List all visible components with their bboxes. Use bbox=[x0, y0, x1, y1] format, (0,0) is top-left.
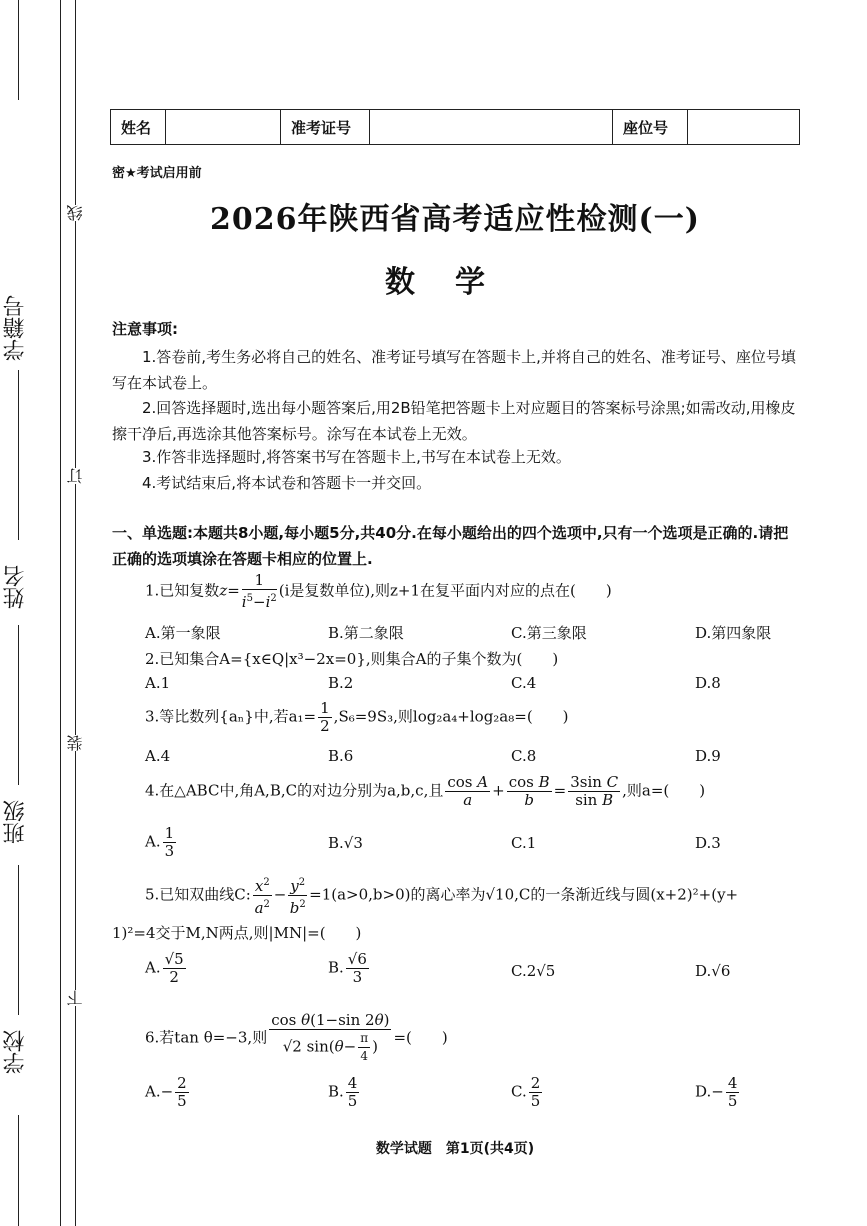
q4-pre: 4.在△ABC中,角A,B,C的对边分别为a,b,c,且 bbox=[145, 781, 444, 800]
q3-option-b: B.6 bbox=[328, 747, 354, 765]
q6-fraction: cos θ(1−sin 2θ) √2 sin(θ− $\frac{\pi}{4}$ ) bbox=[271, 1011, 390, 1063]
q3-option-a: A.4 bbox=[145, 747, 171, 765]
q6-option-c: C. $\frac{2}{5}$ bbox=[511, 1074, 541, 1110]
q5-pre: 5.已知双曲线C: bbox=[145, 885, 251, 904]
seat-field[interactable] bbox=[688, 110, 800, 145]
q4-fraction-1: $\frac{\text{cos A}}{a}$ bbox=[447, 773, 489, 809]
q1-option-b: B.第二象限 bbox=[328, 624, 404, 642]
subject-title: 数学 bbox=[385, 265, 525, 300]
blank-line-bottom bbox=[18, 1115, 19, 1226]
notice-item-3: 3.作答非选择题时,将答案书写在答题卡上,书写在本试卷上无效。 bbox=[142, 448, 571, 466]
cut-mark-line: 线 bbox=[66, 205, 85, 221]
question-6 bbox=[145, 1012, 448, 1065]
q4-option-b: B.√3 bbox=[328, 834, 363, 852]
q4-post: ,则a=( ) bbox=[622, 781, 706, 800]
cut-mark-down: 下 bbox=[66, 990, 85, 1006]
side-label-name: 姓名 bbox=[3, 565, 28, 609]
student-info-table bbox=[110, 109, 800, 145]
q3-fraction: $\frac{1}{2}$ bbox=[320, 699, 330, 735]
q2-option-b: B.2 bbox=[328, 674, 354, 692]
q5-option-b: B. $\frac{√6}{3}$ bbox=[328, 950, 367, 986]
q6-option-a: A.− $\frac{2}{5}$ bbox=[145, 1074, 187, 1110]
question-3 bbox=[145, 700, 569, 735]
blank-line-top bbox=[18, 0, 19, 100]
q5-post: =1(a>0,b>0)的离心率为√10,C的一条渐近线与圆(x+2)²+(y+ bbox=[309, 885, 739, 904]
q6-pre: 6.若tan θ=−3,则 bbox=[145, 1028, 268, 1047]
q5-fraction-1: $\frac{x^2}{a^2}$ bbox=[253, 874, 272, 917]
question-4: 4.在△ABC中,角A,B,C的对边分别为a,b,c,且 $\frac{\text{cos A}}{a}$ + $\frac{\text{cos B}}{b}$ = $\frac{\text{3sin C}}{\text{sin B}}$ ,则a=( ) bbox=[145, 773, 706, 809]
notice-heading: 注意事项: bbox=[112, 320, 178, 338]
q6-post: =( ) bbox=[393, 1028, 448, 1047]
page-footer: 数学试题 第1页(共4页) bbox=[375, 1141, 535, 1157]
q3-option-c: C.8 bbox=[511, 747, 537, 765]
q5-option-c: C.2√5 bbox=[511, 962, 556, 980]
notice-item-4: 4.考试结束后,将本试卷和答题卡一并交回。 bbox=[142, 474, 432, 492]
question-1: 1.已知复数z= $\frac{1}{i^5-i^2}$ (i是复数单位),则z+1在复平面内对应的点在( ) bbox=[145, 571, 612, 611]
q4-option-c: C.1 bbox=[511, 834, 537, 852]
name-label: 姓名 bbox=[111, 110, 166, 145]
q1-fraction: $\frac{1}{i^5-i^2}$ bbox=[241, 571, 277, 611]
q1-post: (i是复数单位),则z+1在复平面内对应的点在( ) bbox=[278, 581, 612, 600]
question-2: 2.已知集合A={x∈Q|x³−2x=0},则集合A的子集个数为( ) bbox=[145, 650, 559, 668]
q1-option-d: D.第四象限 bbox=[695, 624, 772, 642]
q1-pre: 1.已知复数 bbox=[145, 581, 220, 600]
q6-option-d: D.− $\frac{4}{5}$ bbox=[695, 1074, 738, 1110]
q6-option-b: B. $\frac{4}{5}$ bbox=[328, 1074, 358, 1110]
exam-title: 2026年陕西省高考适应性检测(一) bbox=[210, 202, 700, 237]
seat-label: 座位号 bbox=[613, 110, 688, 145]
blank-line-name bbox=[18, 625, 19, 785]
question-5: 5.已知双曲线C: $\frac{x^2}{a^2}$ − $\frac{y^2}{b^2}$ =1(a>0,b>0)的离心率为√10,C的一条渐近线与圆(x+2)²+(y+ bbox=[145, 874, 738, 917]
secret-label: 密★考试启用前 bbox=[112, 166, 202, 181]
side-label-school: 学校 bbox=[3, 1030, 28, 1074]
q4-option-a: A. $\frac{1}{3}$ bbox=[145, 824, 175, 860]
exam-id-field[interactable] bbox=[370, 110, 613, 145]
q2-option-d: D.8 bbox=[695, 674, 721, 692]
q3-pre: 3.等比数列{aₙ}中,若a₁= bbox=[145, 707, 317, 726]
q2-option-c: C.4 bbox=[511, 674, 537, 692]
exam-id-label: 准考证号 bbox=[281, 110, 370, 145]
section-heading: 一、单选题:本题共8小题,每小题5分,共40分.在每小题给出的四个选项中,只有一个选项是正确的.请把正确的选项填涂在答题卡相应的位置上. bbox=[112, 524, 789, 568]
q4-fraction-3: $\frac{\text{3sin C}}{\text{sin B}}$ bbox=[570, 773, 619, 809]
q5-fraction-2: $\frac{y^2}{b^2}$ bbox=[288, 874, 307, 917]
name-field[interactable] bbox=[166, 110, 281, 145]
cut-mark-staple: 订 bbox=[66, 468, 85, 484]
cut-mark-bind: 装 bbox=[66, 735, 85, 751]
notice-item-1: 1.答卷前,考生务必将自己的姓名、准考证号填写在答题卡上,并将自己的姓名、准考证号、座位号填写在本试卷上。 bbox=[112, 348, 796, 392]
q1-option-c: C.第三象限 bbox=[511, 624, 587, 642]
q1-option-a: A.第一象限 bbox=[145, 624, 221, 642]
side-label-class: 班级 bbox=[3, 800, 28, 844]
question-5-line-2: 1)²=4交于M,N两点,则|MN|=( ) bbox=[112, 924, 362, 942]
binding-line-2 bbox=[75, 0, 76, 1226]
q5-option-a: A. $\frac{√5}{2}$ bbox=[145, 950, 184, 986]
q5-option-d: D.√6 bbox=[695, 962, 731, 980]
blank-line-class bbox=[18, 865, 19, 1015]
notice-item-2: 2.回答选择题时,选出每小题答案后,用2B铅笔把答题卡上对应题目的答案标号涂黑;如需改动,用橡皮擦干净后,再选涂其他答案标号。涂写在本试卷上无效。 bbox=[112, 399, 796, 443]
q2-option-a: A.1 bbox=[145, 674, 171, 692]
q3-option-d: D.9 bbox=[695, 747, 721, 765]
q4-fraction-2: $\frac{\text{cos B}}{b}$ bbox=[508, 773, 550, 809]
q4-option-d: D.3 bbox=[695, 834, 721, 852]
q3-post: ,S₆=9S₃,则log₂a₄+log₂a₈=( ) bbox=[333, 707, 569, 726]
blank-line-student-id bbox=[18, 370, 19, 540]
binding-line-1 bbox=[60, 0, 61, 1226]
side-label-student-id: 学籍号 bbox=[3, 295, 28, 361]
